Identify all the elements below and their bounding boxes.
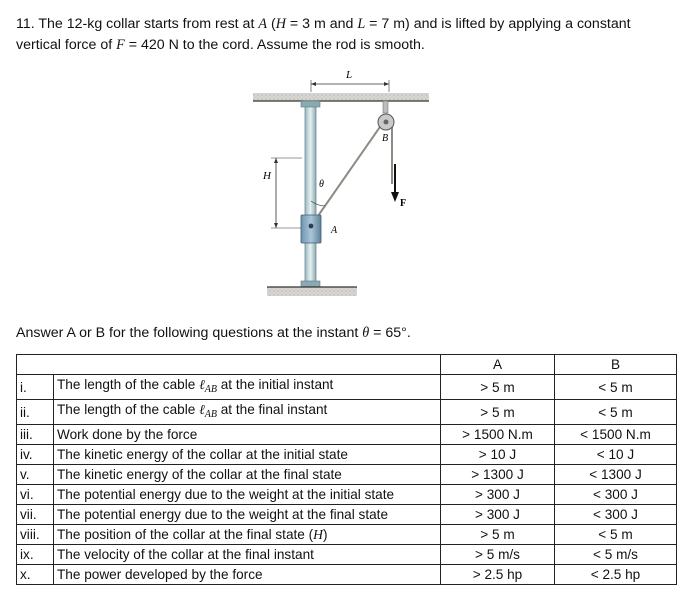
h-value: = 3 m and — [285, 16, 358, 32]
f-symbol: F — [116, 37, 125, 53]
question-suffix: at the initial instant — [216, 377, 334, 392]
row-number: v. — [17, 465, 54, 485]
answer-a[interactable]: > 5 m — [441, 525, 555, 545]
answer-a[interactable]: > 5 m/s — [441, 545, 555, 565]
column-b-header: B — [555, 355, 677, 375]
answer-a[interactable]: > 5 m — [441, 400, 555, 425]
problem-statement — [16, 14, 666, 56]
dimension-l — [311, 80, 389, 92]
row-number: ii. — [17, 400, 54, 425]
row-number: vi. — [17, 485, 54, 505]
question-variable: H — [313, 527, 323, 542]
ab-subscript: AB — [204, 384, 217, 395]
answer-b[interactable]: < 5 m — [555, 525, 677, 545]
dimension-h — [271, 158, 302, 228]
instruction-theta: θ — [362, 325, 370, 341]
table-row — [17, 545, 677, 565]
answer-a[interactable]: > 1300 J — [441, 465, 555, 485]
label-b: B — [382, 133, 389, 144]
question-text: The potential energy due to the weight at the final state — [54, 505, 441, 525]
answer-a[interactable]: > 2.5 hp — [441, 565, 555, 585]
question-suffix: at the final instant — [216, 402, 328, 417]
answer-b[interactable]: < 5 m — [555, 375, 677, 400]
l-symbol: L — [357, 16, 366, 32]
floor — [267, 287, 357, 296]
table-row — [17, 425, 677, 445]
question-prefix: The position of the collar at the final state ( — [57, 527, 314, 542]
question-text — [54, 525, 441, 545]
question-suffix: ) — [323, 527, 328, 542]
label-l: L — [346, 69, 353, 81]
table-header-row — [17, 355, 677, 375]
row-number: vii. — [17, 505, 54, 525]
answer-b[interactable]: < 5 m/s — [555, 545, 677, 565]
answer-b[interactable]: < 1300 J — [555, 465, 677, 485]
table-row — [17, 400, 677, 425]
f-value-text: = 420 N to the cord. Assume the rod is smooth. — [124, 37, 425, 53]
ab-subscript: AB — [204, 409, 217, 420]
question-prefix: The length of the cable — [57, 402, 200, 417]
blank-header — [17, 355, 441, 375]
collar-rod-diagram — [245, 66, 435, 312]
label-f: F — [400, 198, 407, 209]
answer-b[interactable]: < 10 J — [555, 445, 677, 465]
label-theta: θ — [319, 179, 324, 190]
question-text: Work done by the force — [54, 425, 441, 445]
answer-a[interactable]: > 10 J — [441, 445, 555, 465]
table-row — [17, 505, 677, 525]
question-text: The kinetic energy of the collar at the final state — [54, 465, 441, 485]
answer-b[interactable]: < 300 J — [555, 485, 677, 505]
label-a: A — [331, 225, 338, 236]
ell-symbol: ℓ — [199, 377, 205, 393]
table-row — [17, 445, 677, 465]
cable — [311, 124, 382, 226]
question-text — [54, 400, 441, 425]
l-value-text: = 7 m) and is lifted by applying a constant vertical force of — [16, 16, 631, 53]
answer-a[interactable]: > 1500 N.m — [441, 425, 555, 445]
instruction-value: = 65°. — [369, 325, 411, 341]
answer-b[interactable]: < 1500 N.m — [555, 425, 677, 445]
answer-b[interactable]: < 300 J — [555, 505, 677, 525]
table-row — [17, 485, 677, 505]
answer-a[interactable]: > 300 J — [441, 505, 555, 525]
row-number: viii. — [17, 525, 54, 545]
table-row — [17, 525, 677, 545]
question-text: The kinetic energy of the collar at the initial state — [54, 445, 441, 465]
answer-b[interactable]: < 2.5 hp — [555, 565, 677, 585]
question-text — [54, 375, 441, 400]
table-row — [17, 375, 677, 400]
row-number: i. — [17, 375, 54, 400]
row-number: iv. — [17, 445, 54, 465]
answer-a[interactable]: > 300 J — [441, 485, 555, 505]
instruction — [16, 325, 411, 342]
answer-b[interactable]: < 5 m — [555, 400, 677, 425]
answer-a[interactable]: > 5 m — [441, 375, 555, 400]
problem-text-1: The 12-kg collar starts from rest at — [38, 16, 259, 32]
point-a-symbol: A — [258, 16, 268, 32]
questions-table — [16, 354, 677, 585]
h-symbol: H — [275, 16, 286, 32]
row-number: ix. — [17, 545, 54, 565]
instruction-text: Answer A or B for the following questions at the instant — [16, 325, 363, 341]
row-number: iii. — [17, 425, 54, 445]
problem-number: 11. — [16, 16, 35, 32]
label-h: H — [263, 170, 271, 182]
question-text: The power developed by the force — [54, 565, 441, 585]
table-row — [17, 565, 677, 585]
pulley — [378, 101, 394, 130]
problem-text-2: ( — [267, 16, 276, 32]
row-number: x. — [17, 565, 54, 585]
question-text: The potential energy due to the weight at the initial state — [54, 485, 441, 505]
vertical-rod — [305, 101, 316, 287]
table-row — [17, 465, 677, 485]
question-prefix: The length of the cable — [57, 377, 200, 392]
column-a-header: A — [441, 355, 555, 375]
ceiling — [253, 93, 429, 101]
question-text: The velocity of the collar at the final instant — [54, 545, 441, 565]
ell-symbol: ℓ — [199, 402, 205, 418]
collar — [301, 215, 321, 243]
